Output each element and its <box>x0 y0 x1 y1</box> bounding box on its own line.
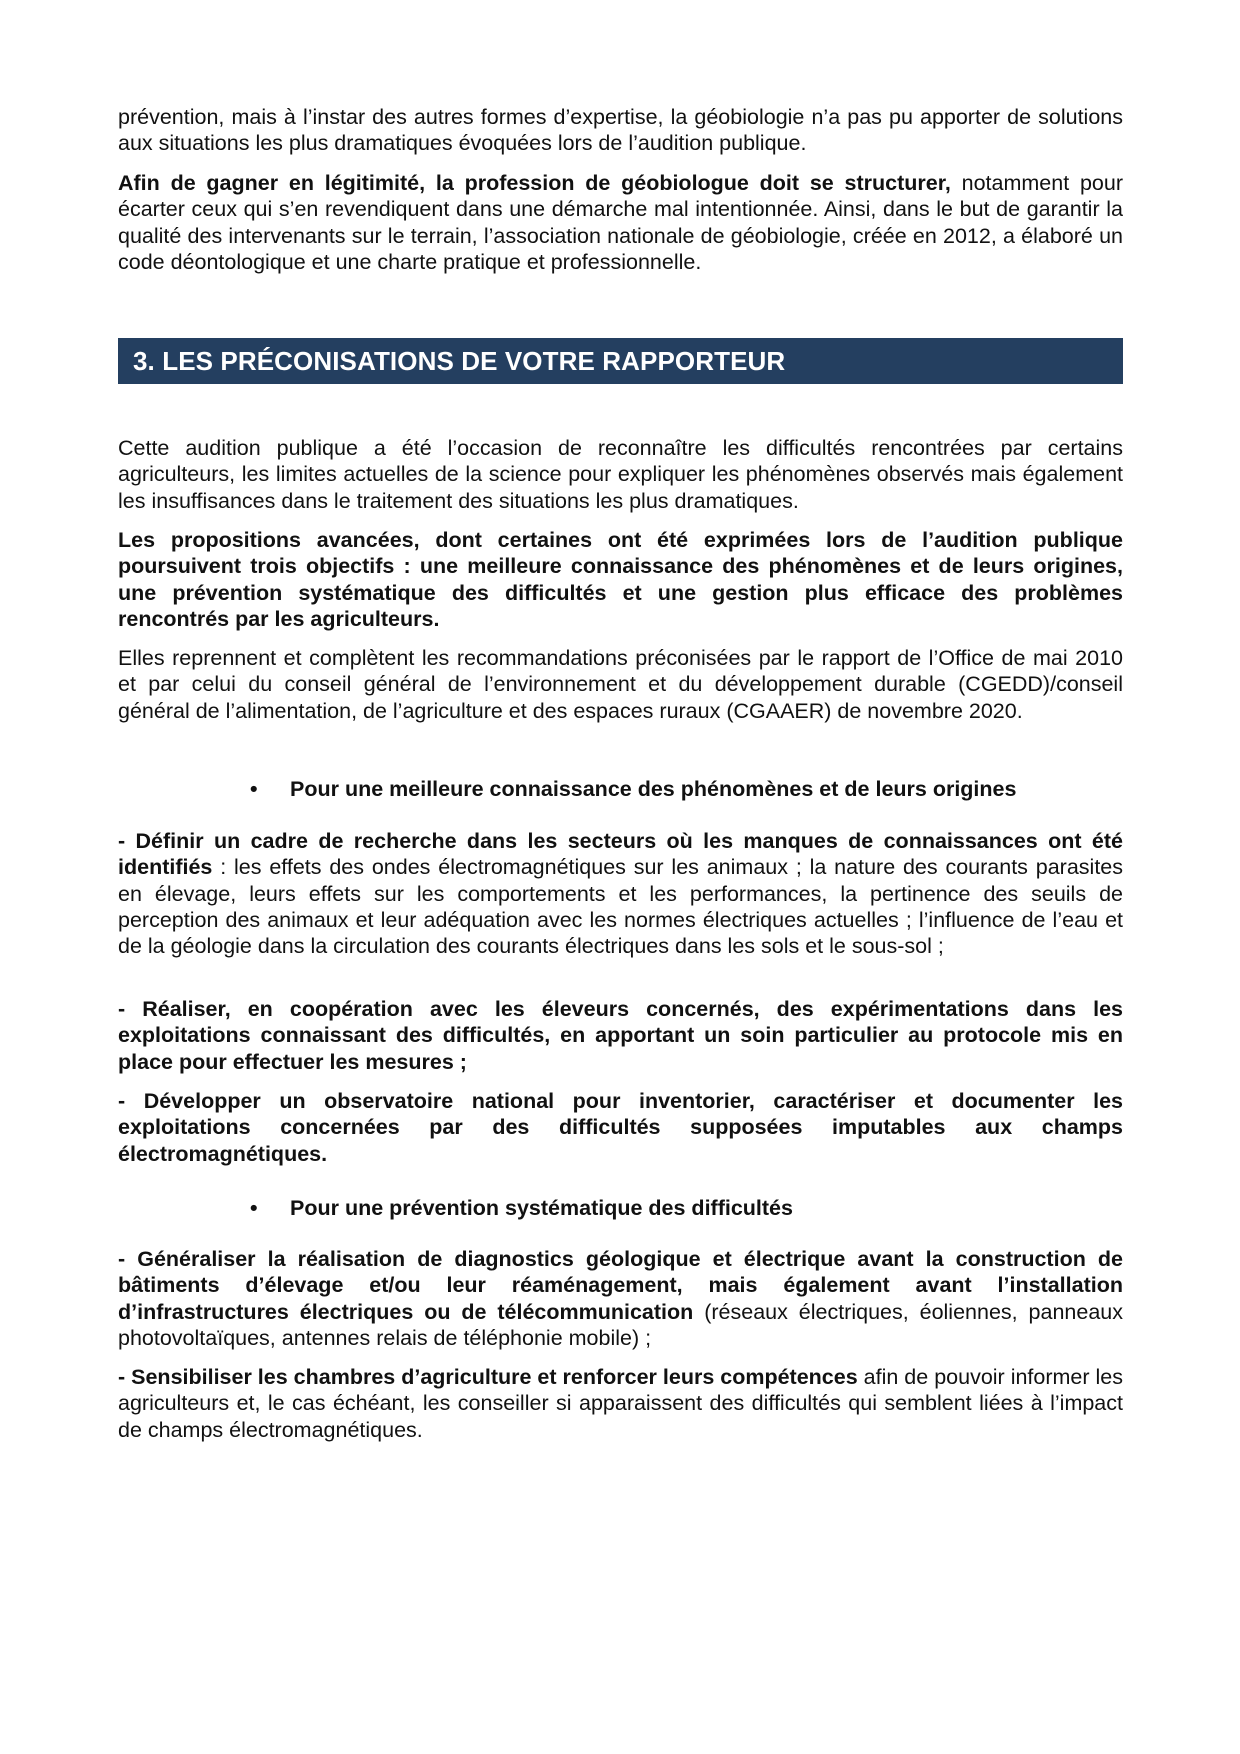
recommendation-diagnostics-text: (réseaux électriques, éoliennes, panneaux photovoltaïques, antennes relais de téléphonie mobile) ; <box>118 1299 1123 1350</box>
bullet-knowledge <box>250 776 1110 802</box>
recommendation-diagnostics <box>118 1246 1123 1351</box>
recommendation-chambers <box>118 1364 1123 1443</box>
recommendation-research-bold: - Définir un cadre de recherche dans les secteurs où les manques de connaissances ont été identifiés <box>118 829 1123 880</box>
structuring-text: notamment pour écarter ceux qui s’en revendiquent dans une démarche mal intentionnée. Ainsi, dans le but de garantir la qualité des intervenants sur le terrain, l’association nationale de géobiologie, créée en 2012, a élaboré un code déontologique et une charte pratique et professionnelle. <box>118 171 1124 274</box>
recommendation-observatory: - Développer un observatoire national pour inventorier, caractériser et documenter les exploitations concernées par des difficultés supposées imputables aux champs électromagnétiques. <box>118 1089 1123 1166</box>
section-header <box>118 338 1123 384</box>
recommendation-research-text: : les effets des ondes électromagnétiques sur les animaux ; la nature des courants parasites en élevage, leurs effets sur les comportements et les performances, la pertinence des seuils de perception des animaux et leur adéquation avec les normes électriques actuelles ; l’influence de l’eau et de la géologie dans la circulation des courants électriques dans les sols et le sous-sol ; <box>118 855 1123 959</box>
bullet-dot: • <box>250 1196 258 1220</box>
recommendation-diagnostics-bold: - Généraliser la réalisation de diagnostics géologique et électrique avant la construction de bâtiments d’élevage et/ou leur réaménagement, mais également avant l’installation d’infrastructures électriques ou de télécommunication <box>118 1247 1123 1324</box>
recommendation-research <box>118 828 1123 959</box>
objectives-paragraph: Les propositions avancées, dont certaines ont été exprimées lors de l’audition publique poursuivent trois objectifs : une meilleure connaissance des phénomènes et de leurs origines, une prévention systématique des difficultés et une gestion plus efficace des problèmes rencontrés par les agriculteurs. <box>118 528 1123 631</box>
bullet-prevention-label: Pour une prévention systématique des difficultés <box>290 1196 793 1220</box>
recommendations-context-paragraph: Elles reprennent et complètent les recommandations préconisées par le rapport de l’Office de mai 2010 et par celui du conseil général de l’environnement et du développement durable (CGEDD)/conseil général de l’alimentation, de l’agriculture et des espaces ruraux (CGAAER) de novembre 2020. <box>118 646 1123 723</box>
bullet-dot: • <box>250 777 258 801</box>
section-title: 3. LES PRÉCONISATIONS DE VOTRE RAPPORTEUR <box>133 345 786 376</box>
recommendation-experiments: - Réaliser, en coopération avec les éleveurs concernés, des expérimentations dans les exploitations connaissant des difficultés, en apportant un soin particulier au protocole mis en place pour effectuer les mesures ; <box>118 997 1123 1074</box>
intro-paragraph: prévention, mais à l’instar des autres formes d’expertise, la géobiologie n’a pas pu apporter de solutions aux situations les plus dramatiques évoquées lors de l’audition publique. <box>118 105 1123 156</box>
structuring-bold-lead: Afin de gagner en légitimité, la profession de géobiologue doit se structurer, <box>118 171 951 195</box>
audition-paragraph: Cette audition publique a été l’occasion de reconnaître les difficultés rencontrées par certains agriculteurs, les limites actuelles de la science pour expliquer les phénomènes observés mais également les insuffisances dans le traitement des situations les plus dramatiques. <box>118 436 1123 513</box>
recommendation-chambers-text: afin de pouvoir informer les agriculteurs et, le cas échéant, les conseiller si apparaissent des difficultés qui semblent liées à l’impact de champs électromagnétiques. <box>118 1365 1124 1442</box>
structuring-paragraph <box>118 170 1123 275</box>
bullet-knowledge-label: Pour une meilleure connaissance des phénomènes et de leurs origines <box>290 777 1017 801</box>
bullet-prevention <box>250 1195 1110 1221</box>
recommendation-chambers-bold: - Sensibiliser les chambres d’agriculture et renforcer leurs compétences <box>118 1365 858 1389</box>
